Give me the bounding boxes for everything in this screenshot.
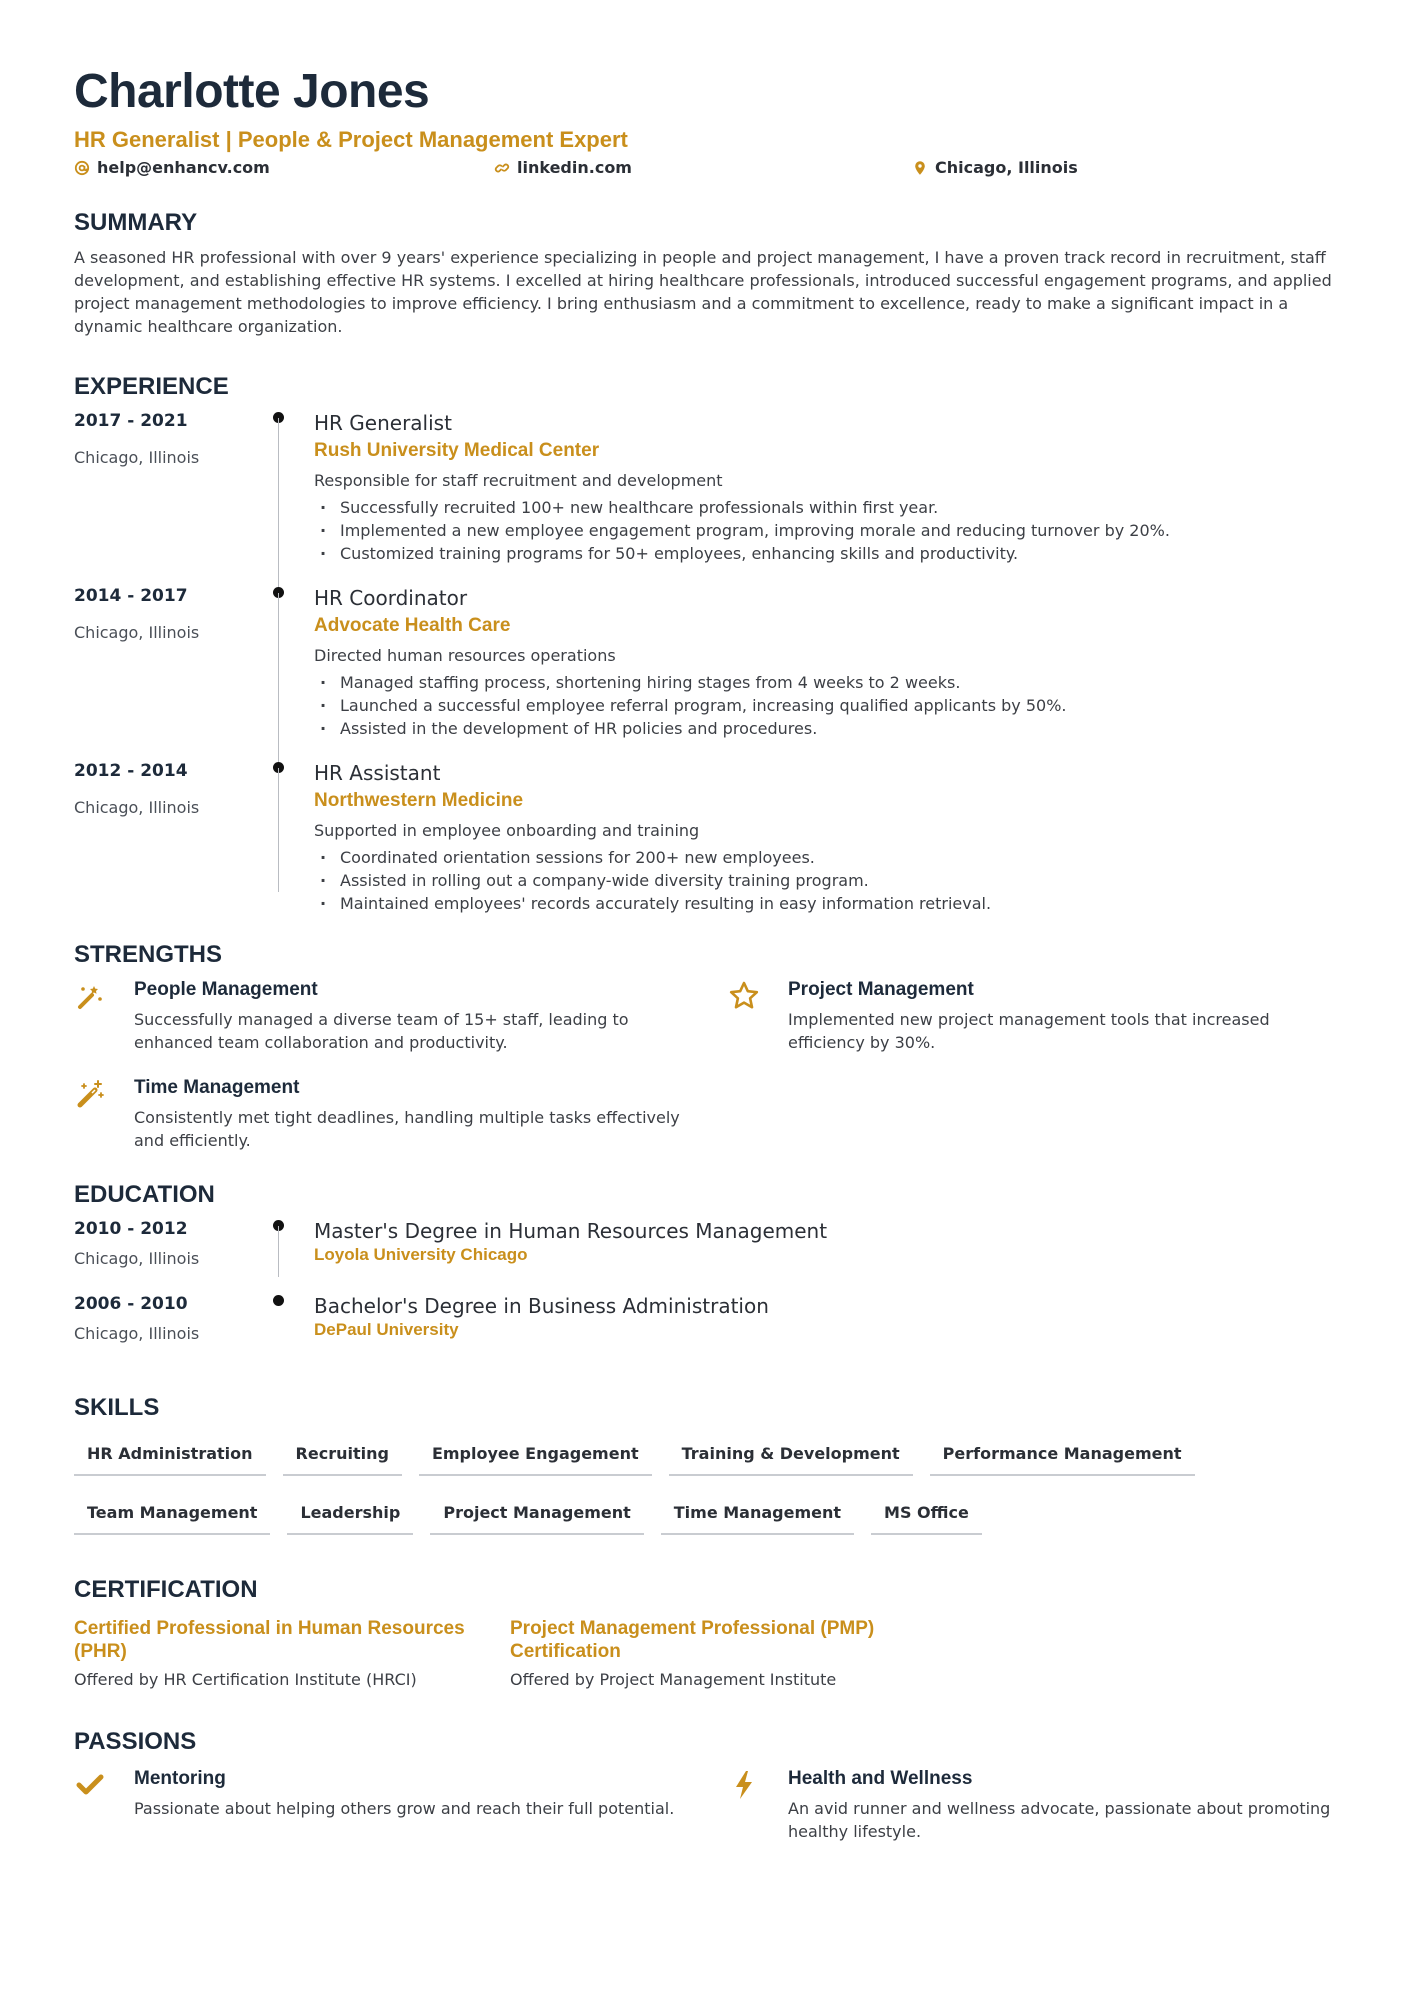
skills-list [74,1435,1336,1535]
candidate-headline: HR Generalist | People & Project Management Expert [74,127,628,152]
experience-dates: 2012 - 2014 [74,761,188,781]
timeline-rail [273,760,285,910]
checkmark-icon [74,1769,106,1801]
strengths-section [74,940,1336,1168]
strength-title: Time Management [134,1077,300,1098]
summary-text: A seasoned HR professional with over 9 years' experience specializing in people and project management, I have a proven track record in recruitment, staff development, and establishing effective HR systems. I excelled at hiring healthcare professionals, introduced successful engagement programs, and applied project management methodologies to improve efficiency. I bring enthusiasm and a commitment to excellence, ready to make a significant impact in a dynamic healthcare organization. [74,248,1332,336]
experience-section [74,372,1336,913]
contact-email[interactable] [74,158,270,177]
achievement-list [314,846,1314,915]
experience-timeline [74,410,1336,913]
school-name: DePaul University [314,1320,459,1339]
passion-title: Mentoring [134,1768,226,1789]
job-role: HR Generalist [314,411,452,435]
achievement-item: · Successfully recruited 100+ new healthcare professionals within first year. [314,496,1314,519]
education-title: EDUCATION [74,1181,215,1208]
certification-name: Project Management Professional (PMP) Certification [510,1618,875,1662]
certification-title: CERTIFICATION [74,1576,258,1603]
achievement-item: · Maintained employees' records accurately resulting in easy information retrieval. [314,892,1314,915]
passion-item [728,1767,1331,1843]
skills-section [74,1393,1336,1535]
contact-row [74,158,1336,184]
job-role: HR Coordinator [314,586,468,610]
timeline-rail [273,410,285,585]
education-location: Chicago, Illinois [74,1324,200,1343]
achievement-list [314,671,1314,740]
certification-name: Certified Professional in Human Resources (PHR) [74,1618,465,1662]
education-dates: 2010 - 2012 [74,1219,188,1239]
strength-title: Project Management [788,979,974,1000]
strengths-grid [74,978,1336,1168]
passions-section [74,1727,1336,1867]
experience-location: Chicago, Illinois [74,623,200,642]
experience-title: EXPERIENCE [74,373,229,400]
experience-entry [74,410,1336,585]
star-icon [728,980,760,1012]
skill-tag: Training & Development [669,1435,913,1476]
certification-item [510,1617,946,1691]
company-name: Rush University Medical Center [314,440,600,461]
strength-title: People Management [134,979,318,1000]
magic-wand-icon [74,980,106,1012]
website-text: linkedin.com [517,158,632,177]
company-name: Northwestern Medicine [314,790,524,811]
achievement-item: · Managed staffing process, shortening hiring stages from 4 weeks to 2 weeks. [314,671,1314,694]
timeline-line [278,1226,279,1277]
certification-section [74,1575,1336,1691]
skills-title: SKILLS [74,1394,160,1421]
job-role: HR Assistant [314,761,441,785]
skill-tag: Time Management [661,1494,854,1535]
experience-location: Chicago, Illinois [74,798,200,817]
certification-item [74,1617,510,1691]
at-icon [74,160,90,176]
location-text: Chicago, Illinois [935,158,1078,177]
experience-dates: 2014 - 2017 [74,586,188,606]
skill-tag: MS Office [871,1494,982,1535]
strength-item [74,978,674,1054]
job-description: Supported in employee onboarding and training [314,821,700,840]
skill-tag: Employee Engagement [419,1435,652,1476]
achievement-item: · Assisted in the development of HR policies and procedures. [314,717,1314,740]
education-timeline [74,1218,1336,1353]
passion-item [74,1767,674,1820]
resume-page [74,62,1336,1867]
contact-website[interactable] [494,158,632,177]
timeline-line [278,768,279,892]
location-pin-icon [912,160,928,176]
experience-location: Chicago, Illinois [74,448,200,467]
wand-sparkle-icon [74,1078,106,1110]
job-description: Directed human resources operations [314,646,616,665]
certification-list [74,1617,1336,1691]
timeline-dot [273,1295,284,1306]
achievement-list [314,496,1314,565]
skill-tag: Leadership [287,1494,413,1535]
education-entry [74,1293,1336,1353]
school-name: Loyola University Chicago [314,1245,528,1264]
passions-title: PASSIONS [74,1728,197,1755]
timeline-rail [273,585,285,760]
strengths-title: STRENGTHS [74,941,223,968]
passion-title: Health and Wellness [788,1768,973,1789]
passion-description: Passionate about helping others grow and reach their full potential. [134,1799,675,1818]
certification-issuer: Offered by HR Certification Institute (HRCI) [74,1670,417,1689]
strength-description: Consistently met tight deadlines, handling multiple tasks effectively and efficiently. [134,1108,680,1150]
achievement-item: · Assisted in rolling out a company-wide diversity training program. [314,869,1314,892]
achievement-item: · Launched a successful employee referral program, increasing qualified applicants by 50%. [314,694,1314,717]
timeline-rail [273,1218,285,1293]
achievement-item: · Implemented a new employee engagement program, improving morale and reducing turnover by 20%. [314,519,1314,542]
link-icon [494,160,510,176]
education-entry [74,1218,1336,1293]
skill-tag: HR Administration [74,1435,266,1476]
experience-dates: 2017 - 2021 [74,411,188,431]
strength-description: Successfully managed a diverse team of 15+ staff, leading to enhanced team collaboration and productivity. [134,1010,629,1052]
strength-item [74,1076,680,1152]
degree-name: Master's Degree in Human Resources Management [314,1219,828,1243]
experience-entry [74,585,1336,760]
education-section [74,1180,1336,1353]
contact-location [912,158,1078,177]
timeline-rail [273,1293,285,1353]
lightning-bolt-icon [728,1769,760,1801]
email-text: help@enhancv.com [97,158,270,177]
skill-tag: Project Management [430,1494,643,1535]
education-dates: 2006 - 2010 [74,1294,188,1314]
header [74,62,1336,184]
candidate-name: Charlotte Jones [74,65,430,118]
summary-section [74,208,1336,338]
timeline-line [278,418,279,591]
skill-tag: Recruiting [283,1435,402,1476]
education-location: Chicago, Illinois [74,1249,200,1268]
summary-title: SUMMARY [74,209,198,236]
company-name: Advocate Health Care [314,615,511,636]
certification-issuer: Offered by Project Management Institute [510,1670,837,1689]
achievement-item: · Customized training programs for 50+ employees, enhancing skills and productivity. [314,542,1314,565]
achievement-item: · Coordinated orientation sessions for 200+ new employees. [314,846,1314,869]
strength-item [728,978,1328,1054]
passions-grid [74,1767,1336,1867]
strength-description: Implemented new project management tools that increased efficiency by 30%. [788,1010,1270,1052]
timeline-line [278,593,279,766]
skill-tag: Performance Management [930,1435,1195,1476]
degree-name: Bachelor's Degree in Business Administration [314,1294,769,1318]
passion-description: An avid runner and wellness advocate, passionate about promoting healthy lifestyle. [788,1799,1331,1841]
job-description: Responsible for staff recruitment and development [314,471,723,490]
experience-entry [74,760,1336,913]
skill-tag: Team Management [74,1494,270,1535]
